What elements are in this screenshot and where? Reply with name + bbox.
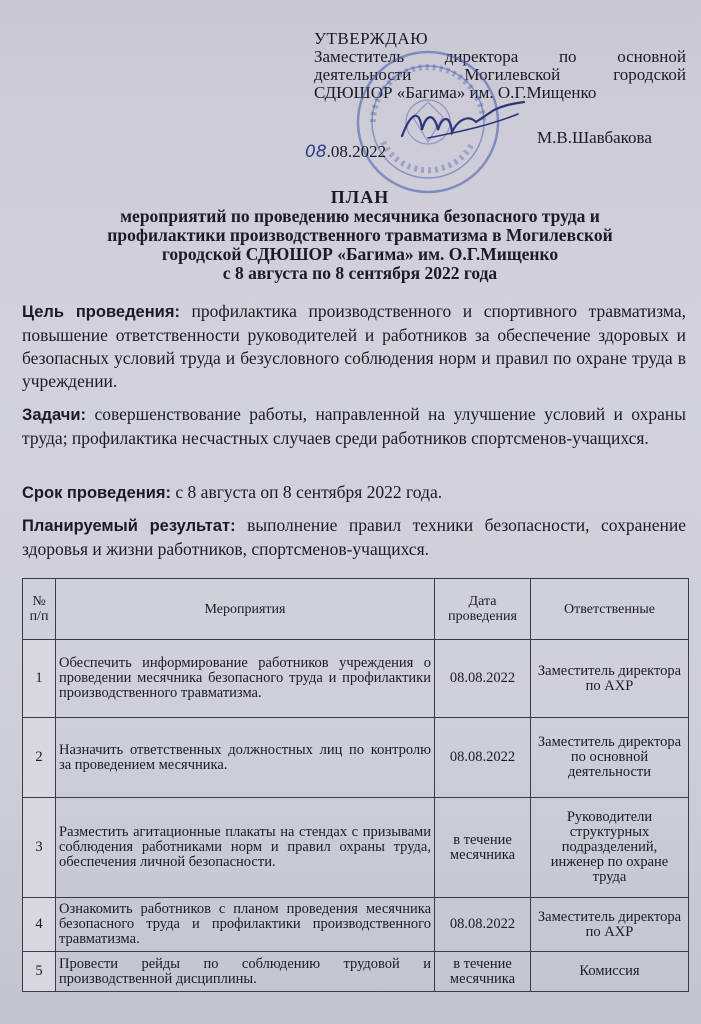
header-responsible: Ответственные (531, 579, 689, 640)
goal-paragraph (22, 300, 686, 393)
header-activity: Мероприятия (56, 579, 435, 640)
row-num: 4 (23, 898, 56, 952)
row-responsible: Руководители структурных подразделений, инженер по охране труда (531, 798, 689, 898)
tasks-paragraph (22, 403, 686, 450)
approval-date-day: 08 (305, 142, 327, 162)
row-responsible: Заместитель директора по АХР (531, 640, 689, 718)
tasks-text: совершенствование работы, направленной на улучшение условий и охраны труда; профилактика несчастных случаев среди работников спортсменов-учащихся. (22, 404, 687, 448)
row-num: 5 (23, 952, 56, 992)
activities-table (22, 578, 689, 992)
result-paragraph (22, 514, 686, 561)
plan-title-line-4: городской СДЮШОР «Багима» им. О.Г.Мищенко (161, 244, 559, 264)
approval-date (305, 142, 386, 162)
table-row (23, 718, 689, 798)
row-num: 3 (23, 798, 56, 898)
row-activity: Провести рейды по соблюдению трудовой и производственной дисциплины. (56, 952, 435, 992)
table-row (23, 798, 689, 898)
row-date: 08.08.2022 (435, 718, 531, 798)
tasks-label: Задачи: (22, 406, 86, 424)
row-responsible: Заместитель директора по АХР (531, 898, 689, 952)
table-header-row (23, 579, 689, 640)
row-date: в течение месячника (435, 798, 531, 898)
plan-title (40, 188, 680, 283)
approval-line-1: Заместитель директора по основной (314, 47, 686, 66)
row-responsible: Комиссия (531, 952, 689, 992)
plan-title-line-5: с 8 августа по 8 сентября 2022 года (222, 263, 498, 283)
header-num: № п/п (23, 579, 56, 640)
approval-line-2: деятельности Могилевской городской (314, 65, 686, 84)
row-activity: Назначить ответственных должностных лиц по контролю за проведением месячника. (56, 718, 435, 798)
result-label: Планируемый результат: (22, 517, 236, 535)
table-row (23, 640, 689, 718)
approval-signer: М.В.Шавбакова (537, 128, 652, 147)
approval-line-3: СДЮШОР «Багима» им. О.Г.Мищенко (314, 83, 597, 102)
row-responsible: Заместитель директора по основной деятельности (531, 718, 689, 798)
row-date: в течение месячника (435, 952, 531, 992)
table-row (23, 898, 689, 952)
plan-title-line-3: профилактики производственного травматизма в Могилевской (107, 225, 613, 245)
term-text: с 8 августа оп 8 сентября 2022 года. (175, 482, 443, 502)
row-num: 2 (23, 718, 56, 798)
goal-label: Цель проведения: (22, 303, 180, 321)
goal-text: профилактика производственного и спортивного травматизма, повышение ответственности руководителей и работников за обеспечение здоровых и безопасных условий труда и безусловного соблюдения норм и правил по охране труда в учреждении. (22, 301, 686, 391)
result-text: выполнение правил техники безопасности, сохранение здоровья и жизни работников, спортсменов-учащихся. (22, 515, 686, 559)
header-date: Дата проведения (435, 579, 531, 640)
plan-title-line-2: мероприятий по проведению месячника безопасного труда и (120, 206, 600, 226)
plan-title-heading: ПЛАН (330, 187, 390, 207)
row-date: 08.08.2022 (435, 898, 531, 952)
handwritten-signature-icon (398, 100, 528, 148)
row-activity: Обеспечить информирование работников учреждения о проведении месячника безопасного труда и профилактики производственного травматизма. (56, 640, 435, 718)
table-row (23, 952, 689, 992)
term-label: Срок проведения: (22, 484, 172, 502)
row-activity: Разместить агитационные плакаты на стендах с призывами соблюдения работниками норм и правил охраны труда, обеспечения личной безопасности. (56, 798, 435, 898)
approval-heading: УТВЕРЖДАЮ (314, 29, 429, 48)
term-paragraph (22, 481, 686, 505)
row-activity: Ознакомить работников с планом проведения месячника безопасного труда и профилактики производственного травматизма. (56, 898, 435, 952)
row-num: 1 (23, 640, 56, 718)
approval-date-rest: .08.2022 (326, 142, 387, 161)
row-date: 08.08.2022 (435, 640, 531, 718)
